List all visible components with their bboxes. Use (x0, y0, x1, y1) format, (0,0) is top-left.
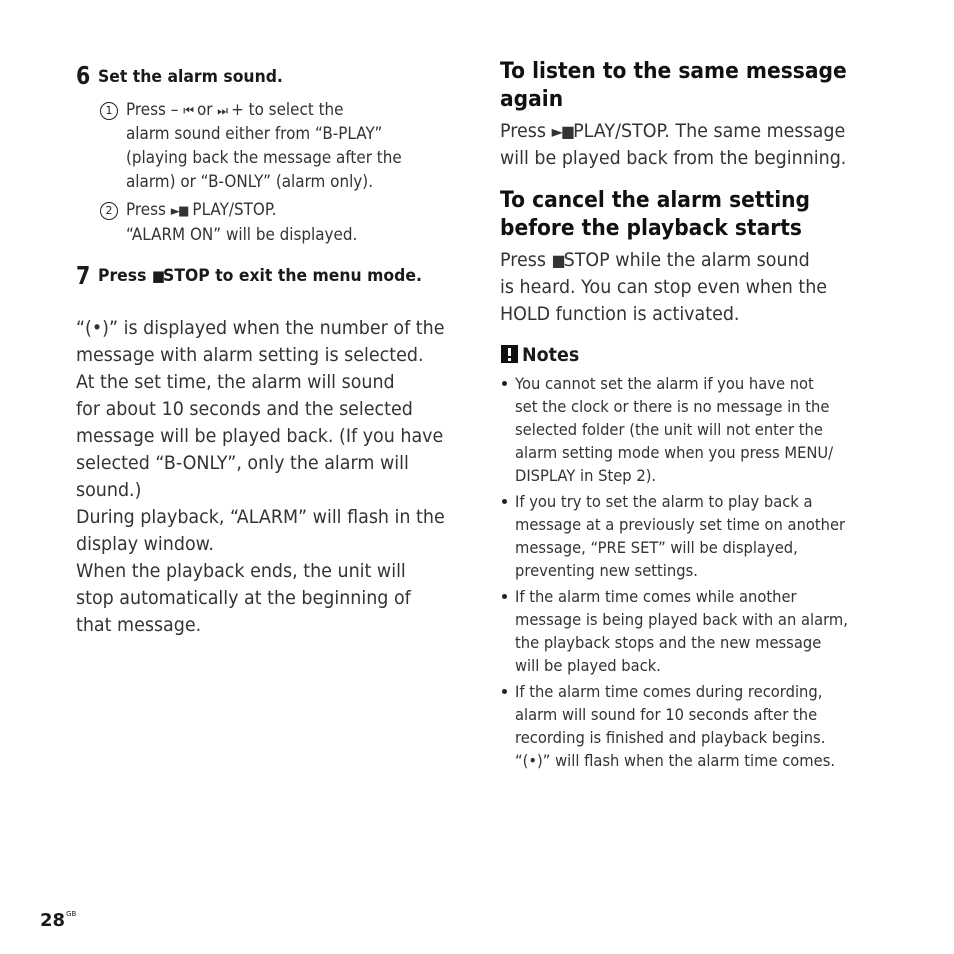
step-number: 7 (76, 261, 91, 290)
section-heading: again (500, 87, 564, 112)
play-stop-icon: ►■ (170, 204, 188, 219)
stop-icon: ■ (551, 251, 564, 270)
circled-number-marker: 1 (100, 102, 118, 120)
bullet (502, 499, 507, 504)
next-track-icon: ⏭ (217, 104, 227, 119)
note-item: If you try to set the alarm to play back a message at a previously set time on another message, “PRE SET” will be displayed, preventing new settings. (515, 492, 846, 580)
bullet (502, 689, 507, 694)
notes-title: Notes (522, 344, 580, 366)
section-heading: To listen to the same message (500, 59, 847, 84)
description-paragraph: “(•)” is displayed when the number of the message with alarm setting is selected. At the set time, the alarm will sound for about 10 seconds and the selected message will be played back. (If you have selected “B-ONLY”, only the alarm will sound.) During playback, “ALARM” will flash in the display window. When the playback ends, the unit will stop automatically at the beginning of that message. (76, 317, 445, 636)
substep-line: (playing back the message after the (126, 148, 402, 167)
page-number: $28^{GB}$ (40, 910, 77, 931)
bullet (502, 381, 507, 386)
section-heading: To cancel the alarm setting (500, 188, 811, 213)
notes-icon (501, 345, 518, 363)
substep-line: Press – ⏮ or ⏭ + to select the (126, 100, 344, 119)
circled-number-marker: 2 (100, 202, 118, 220)
note-item: You cannot set the alarm if you have not set the clock or there is no message in the selected folder (the unit will not enter the alarm setting mode when you press MENU/ DISPLAY in Step 2). (515, 374, 834, 485)
stop-icon: ■ (151, 267, 164, 285)
note-item: If the alarm time comes during recording, alarm will sound for 10 seconds after the recording is finished and playback begins. “(•)” will flash when the alarm time comes. (515, 682, 836, 770)
step-heading: Press ■STOP to exit the menu mode. (98, 266, 422, 286)
section-heading: before the playback starts (500, 216, 802, 241)
play-stop-icon: ►■ (551, 122, 574, 141)
section-listen-again: To listen to the same message again Press ►■PLAY/STOP. The same message will be played back from the beginning. (500, 59, 847, 169)
previous-track-icon: ⏮ (183, 104, 193, 119)
bullet (502, 594, 507, 599)
substep-line: “ALARM ON” will be displayed. (126, 225, 358, 244)
substep-line: alarm sound either from “B-PLAY” (126, 124, 383, 143)
note-item: If the alarm time comes while another message is being played back with an alarm, the playback stops and the new message will be played back. (515, 587, 848, 675)
section-cancel-alarm: To cancel the alarm setting before the playback starts Press ■STOP while the alarm sound is heard. You can stop even when the HOLD function is activated. (500, 188, 828, 325)
step-heading: Set the alarm sound. (98, 67, 283, 87)
step-number: 6 (76, 61, 91, 90)
substep-line: alarm) or “B-ONLY” (alarm only). (126, 172, 374, 191)
substep-line: Press ►■ PLAY/STOP. (126, 200, 277, 219)
